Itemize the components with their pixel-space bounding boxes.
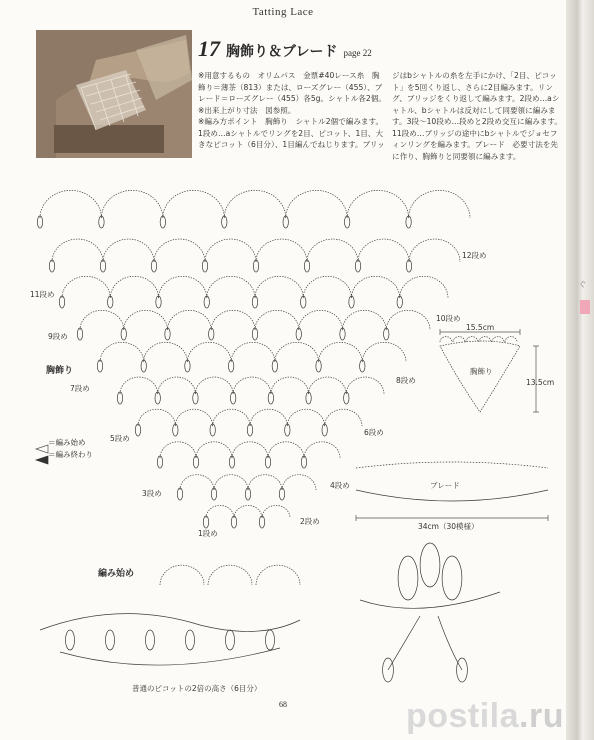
row-label-8: 8段め bbox=[396, 376, 416, 385]
row-label-5: 5段め bbox=[110, 434, 130, 443]
pattern-number: 17 bbox=[198, 36, 220, 61]
row-label-12: 12段め bbox=[462, 251, 487, 260]
motif-height: 13.5cm bbox=[526, 378, 555, 387]
picot-note: 普通のピコットの2倍の高さ（6目分） bbox=[132, 684, 262, 693]
instructions-column-2: ジはbシャトルの糸を左手にかけ、「2目、ピコット」を5回くり返し、さらに2目編みます。リング、ブリッジをくり返して編みます。2段め…aシャトル、bシャトルは反対にして同要領に編みます。3段〜10段め…段めと2段め交互に編みます。11段め…ブリッジの途中にbシャトルでジョセフィンリングを編みます。ブレード 必要寸法を先に作り、胸飾りと同要領に編みます。 bbox=[392, 71, 562, 161]
instructions-column-1: ※用意するもの オリムパス 金票#40レース糸 胸飾り＝薄茶（813）または、ローズグレー（455）、ブレード＝ローズグレー（455）各5g。シャトル各2個。 ※出来上がり寸法 図参照。 ※編み方ポイント 胸飾り シャトル2個で編みます。1段め…aシャトルでリングを2目、ピコット、1目、大きなピコット（6目分）、1目編んでねじります。ブリッ bbox=[198, 71, 386, 149]
page-reference: page 22 bbox=[343, 48, 372, 58]
row-label-2: 2段め bbox=[300, 517, 320, 526]
adjacent-page-fragment: ぐ bbox=[578, 280, 587, 288]
row-label-6: 6段め bbox=[364, 428, 384, 437]
legend bbox=[38, 437, 93, 461]
row-label-11: 11段め bbox=[30, 290, 55, 299]
pattern-name: 胸飾り＆ブレード bbox=[226, 45, 338, 60]
braid-length: 34cm（30模様） bbox=[418, 522, 479, 531]
row-label-3: 3段め bbox=[142, 489, 162, 498]
page-number: 68 bbox=[279, 700, 287, 709]
row-label-10: 10段め bbox=[436, 314, 461, 323]
legend-end: ＝編み終わり bbox=[48, 450, 93, 459]
motif-label: 胸飾り bbox=[470, 367, 493, 376]
row-label-7: 7段め bbox=[70, 384, 90, 393]
legend-start: ＝編み始め bbox=[48, 438, 86, 447]
braid-label: ブレード bbox=[430, 481, 460, 490]
running-header: Tatting Lace bbox=[252, 6, 314, 18]
row-label-1: 1段め bbox=[198, 529, 218, 538]
motif-width: 15.5cm bbox=[466, 323, 495, 332]
row-label-9: 9段め bbox=[48, 332, 68, 341]
row-label-4: 4段め bbox=[330, 481, 350, 490]
watermark: postila.ru bbox=[405, 697, 564, 735]
munekazari-label: 胸飾り bbox=[46, 366, 74, 376]
start-detail-label: 編み始め bbox=[98, 569, 135, 579]
